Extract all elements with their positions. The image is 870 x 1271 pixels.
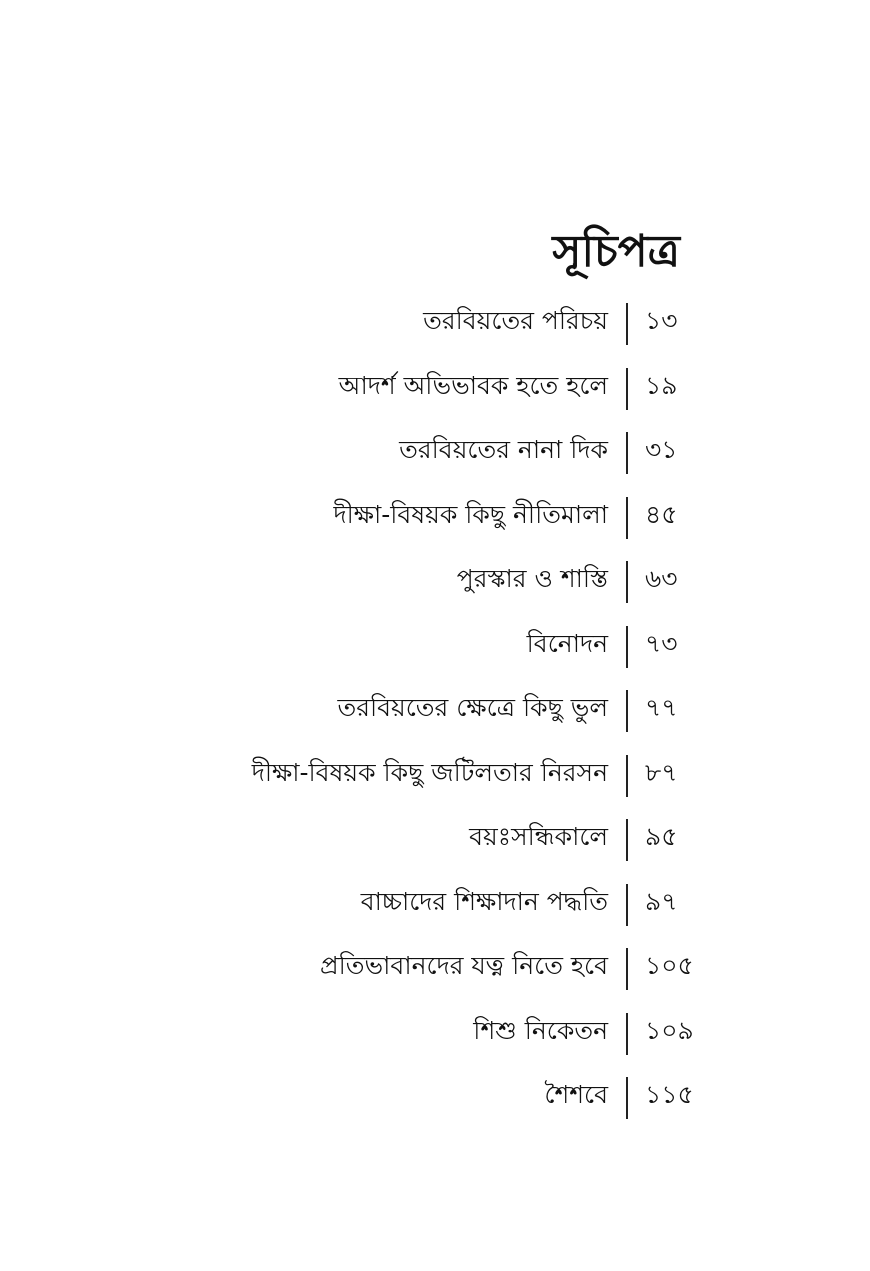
toc-entry-page-number: ১০৫	[645, 951, 694, 980]
toc-entry-label: প্রতিভাবানদের যত্ন নিতে হবে	[319, 951, 608, 980]
toc-entry	[0, 686, 870, 751]
toc-entry-page-number: ৭৭	[645, 693, 678, 722]
toc-entry-label: দীক্ষা-বিষয়ক কিছু নীতিমালা	[333, 499, 608, 529]
toc-entry-label: বাচ্চাদের শিক্ষাদান পদ্ধতি	[360, 886, 608, 916]
toc-entry-divider	[626, 690, 628, 732]
toc-entry-label: তরবিয়তের পরিচয়	[423, 306, 608, 335]
toc-entry	[0, 1009, 870, 1074]
toc-entry	[0, 299, 870, 364]
toc-entry-page-number: ১৯	[645, 370, 678, 400]
toc-entry	[0, 428, 870, 493]
toc-entry-divider	[626, 1077, 628, 1119]
toc-entry-label: তরবিয়তের নানা দিক	[399, 435, 608, 464]
toc-entry	[0, 751, 870, 816]
toc-entry-divider	[626, 303, 628, 345]
toc-entry-page-number: ৪৫	[645, 499, 678, 529]
toc-entry-page-number: ৯৭	[645, 886, 678, 916]
toc-entry-label: তরবিয়তের ক্ষেত্রে কিছু ভুল	[337, 693, 608, 722]
toc-entry	[0, 880, 870, 945]
toc-entry-label: শৈশবে	[544, 1080, 608, 1109]
toc-entry-page-number: ৯৫	[645, 822, 678, 851]
toc-entry-label: দীক্ষা-বিষয়ক কিছু জটিলতার নিরসন	[251, 757, 608, 787]
toc-entry-divider	[626, 819, 628, 861]
toc-entry-page-number: ৬৩	[645, 564, 678, 593]
toc-entry-page-number: ৩১	[645, 435, 678, 464]
toc-entry	[0, 364, 870, 429]
toc-entry-label: আদর্শ অভিভাবক হতে হলে	[338, 370, 608, 400]
toc-entry-page-number: ১০৯	[645, 1015, 694, 1045]
toc-entry	[0, 1073, 870, 1138]
toc-entry-label: পুরস্কার ও শাস্তি	[456, 564, 608, 593]
toc-entry-divider	[626, 561, 628, 603]
toc-entry	[0, 815, 870, 880]
toc-list	[0, 299, 870, 1138]
toc-entry-divider	[626, 368, 628, 410]
toc-entry	[0, 557, 870, 622]
toc-entry-divider	[626, 884, 628, 926]
toc-entry-divider	[626, 497, 628, 539]
toc-entry-page-number: ১১৫	[645, 1080, 694, 1109]
toc-entry	[0, 622, 870, 687]
toc-entry-page-number: ৮৭	[645, 757, 678, 787]
toc-entry-divider	[626, 948, 628, 990]
toc-entry-label: শিশু নিকেতন	[473, 1015, 608, 1045]
toc-title: সূচিপত্র	[552, 226, 680, 277]
toc-entry-divider	[626, 432, 628, 474]
toc-entry	[0, 944, 870, 1009]
toc-entry-divider	[626, 1013, 628, 1055]
toc-entry-label: বিনোদন	[526, 628, 608, 658]
toc-entry-page-number: ৭৩	[645, 628, 678, 658]
toc-entry-label: বয়ঃসন্ধিকালে	[469, 822, 608, 851]
toc-entry-divider	[626, 755, 628, 797]
toc-entry	[0, 493, 870, 558]
toc-entry-page-number: ১৩	[645, 306, 678, 335]
toc-entry-divider	[626, 626, 628, 668]
